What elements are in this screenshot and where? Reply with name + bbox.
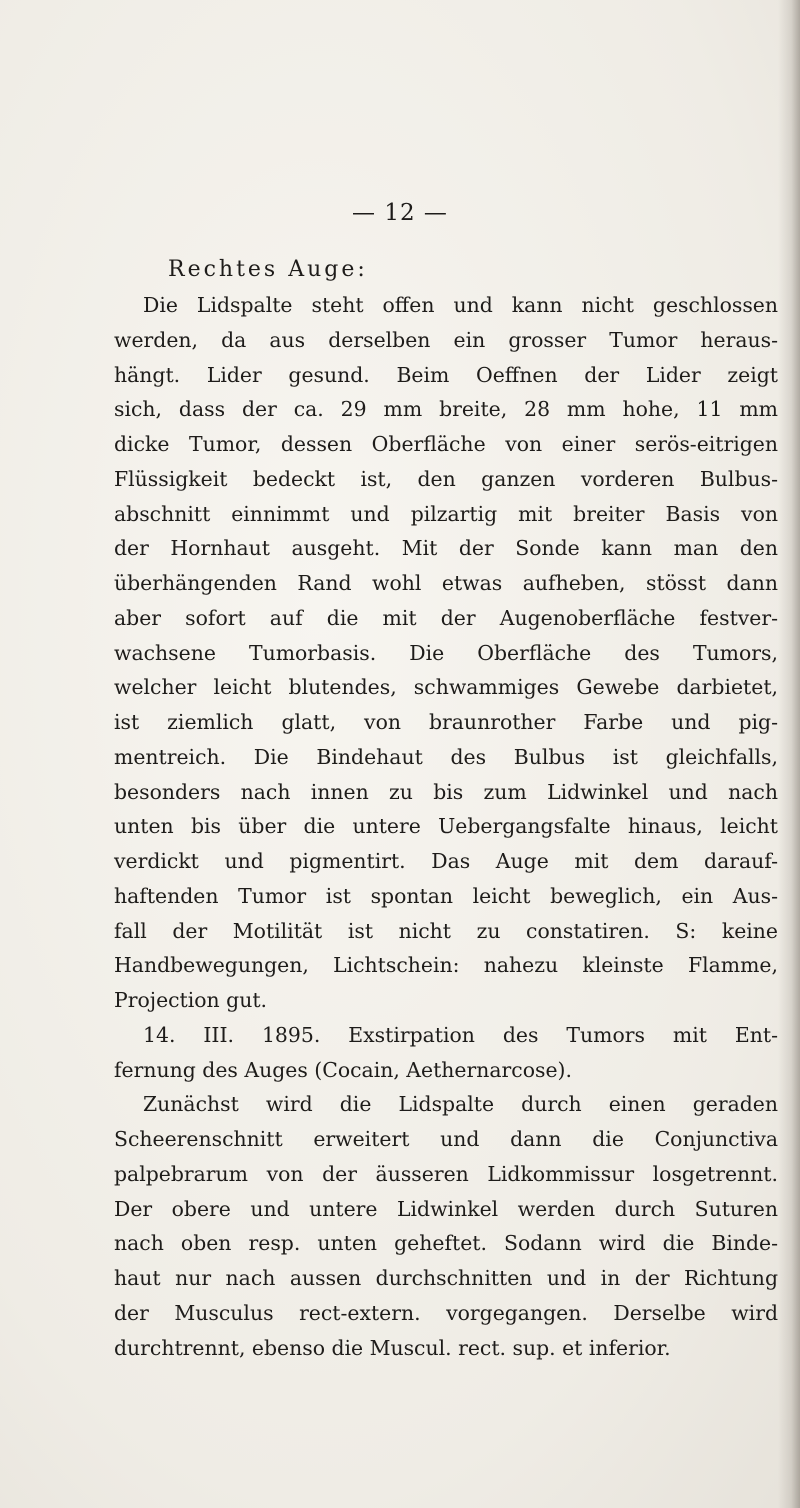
text-line: hängt. Lider gesund. Beim Oeffnen der Lider zeigt: [114, 362, 778, 387]
body-text: [114, 288, 778, 1365]
text-line: verdickt und pigmentirt. Das Auge mit dem darauf-: [114, 849, 778, 873]
text-line: Die Lidspalte steht offen und kann nicht geschlossen: [143, 293, 778, 317]
text-line: unten bis über die untere Uebergangsfalte hinaus, leicht: [114, 814, 778, 839]
text-line: der Hornhaut ausgeht. Mit der Sonde kann man den: [114, 536, 778, 561]
text-line: der Musculus rect-extern. vorgegangen. Derselbe wird: [114, 1300, 778, 1325]
text-line: Flüssigkeit bedeckt ist, den ganzen vorderen Bulbus-: [114, 466, 778, 491]
text-line: sich, dass der ca. 29 mm breite, 28 mm hohe, 11 mm: [114, 397, 778, 422]
text-line: fall der Motilität ist nicht zu constatiren. S: keine: [114, 918, 778, 943]
text-line: 14. III. 1895. Exstirpation des Tumors mit Ent-: [143, 1022, 778, 1047]
text-line: Der obere und untere Lidwinkel werden durch Suturen: [114, 1196, 778, 1221]
text-line: besonders nach innen zu bis zum Lidwinkel und nach: [114, 779, 778, 804]
text-line: mentreich. Die Bindehaut des Bulbus ist gleichfalls,: [114, 744, 778, 769]
text-line: aber sofort auf die mit der Augenoberfläche festver-: [114, 605, 778, 630]
text-line: überhängenden Rand wohl etwas aufheben, stösst dann: [114, 571, 778, 595]
text-line: Projection gut.: [114, 988, 268, 1012]
text-line: abschnitt einnimmt und pilzartig mit breiter Basis von: [114, 501, 778, 526]
text-line: durchtrennt, ebenso die Muscul. rect. sup. et inferior.: [114, 1335, 671, 1360]
text-line: haut nur nach aussen durchschnitten und in der Richtung: [114, 1266, 778, 1290]
text-line: ist ziemlich glatt, von braunrother Farbe und pig-: [114, 710, 778, 734]
text-line: Handbewegungen, Lichtschein: nahezu kleinste Flamme,: [114, 953, 778, 978]
text-line: Scheerenschnitt erweitert und dann die Conjunctiva: [114, 1127, 778, 1151]
text-line: haftenden Tumor ist spontan leicht beweglich, ein Aus-: [114, 883, 778, 908]
text-line: werden, da aus derselben ein grosser Tumor heraus-: [114, 327, 778, 352]
text-line: fernung des Auges (Cocain, Aethernarcose).: [114, 1057, 572, 1082]
text-line: welcher leicht blutendes, schwammiges Gewebe darbietet,: [114, 675, 778, 700]
text-line: nach oben resp. unten geheftet. Sodann wird die Binde-: [114, 1231, 778, 1256]
text-line: palpebrarum von der äusseren Lidkommissur losgetrennt.: [114, 1161, 778, 1186]
text-line: wachsene Tumorbasis. Die Oberfläche des Tumors,: [114, 640, 778, 665]
text-line: dicke Tumor, dessen Oberfläche von einer serös-eitrigen: [114, 432, 778, 456]
page-edge-shadow: [778, 0, 800, 1508]
text-line: Zunächst wird die Lidspalte durch einen geraden: [143, 1092, 778, 1117]
page-number: — 12 —: [352, 200, 448, 226]
section-heading: Rechtes Auge:: [168, 257, 368, 282]
